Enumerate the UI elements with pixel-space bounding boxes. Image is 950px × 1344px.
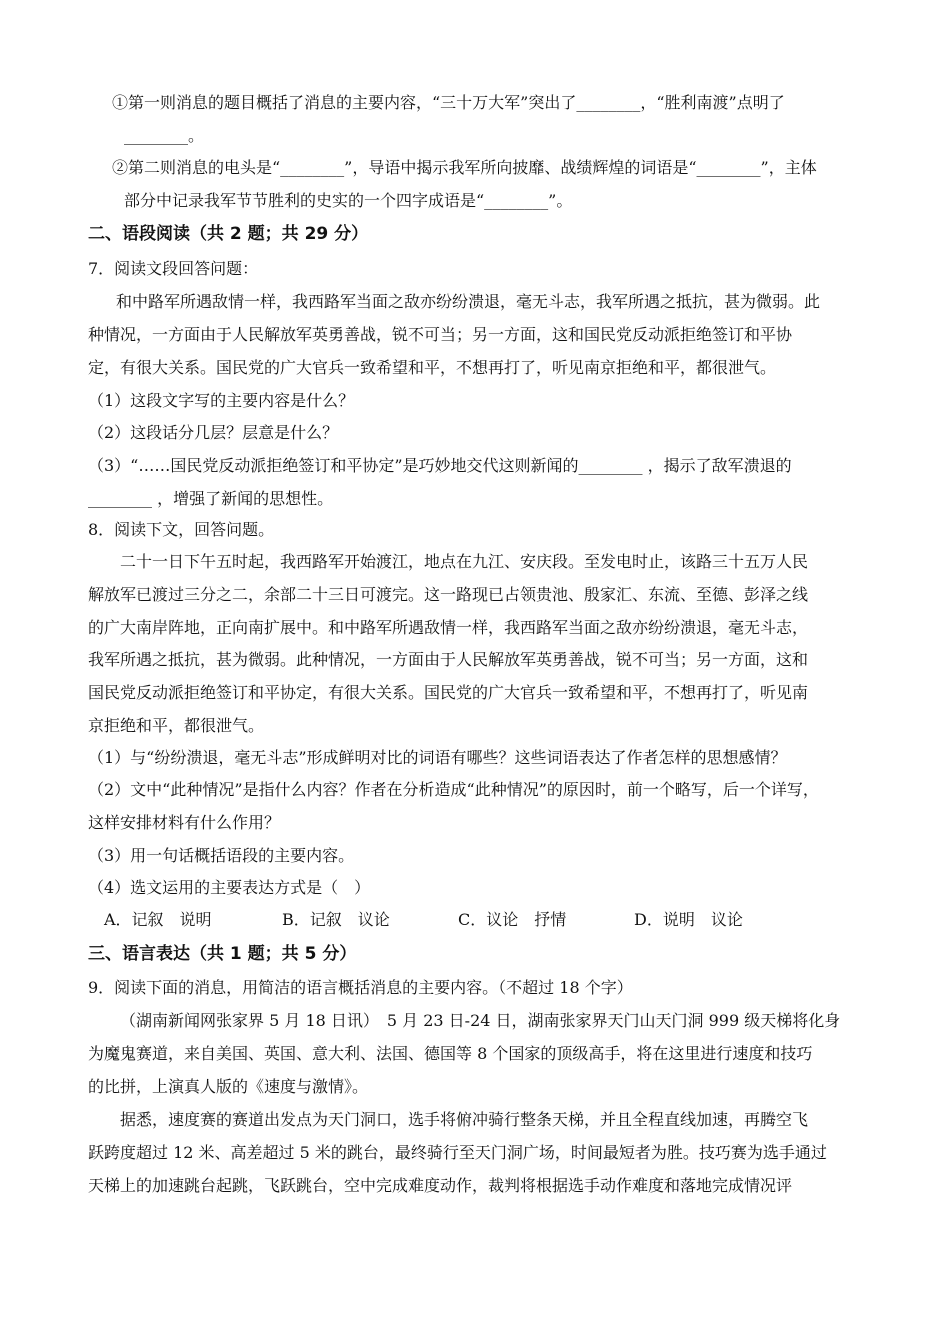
q7-passage-line: 和中路军所遇敌情一样，我西路军当面之敌亦纷纷溃退，毫无斗志，我军所遇之抵抗，甚为微弱。此 <box>116 292 821 311</box>
q8-choice-c: C．议论 抒情 <box>458 910 567 929</box>
q7-sub1: （1）这段文字写的主要内容是什么？ <box>88 391 355 410</box>
q6-sub1-line1: ①第一则消息的题目概括了消息的主要内容，“三十万大军”突出了________，“胜利南渡”点明了 <box>112 93 785 112</box>
q6-sub1-line2: ________。 <box>124 126 205 145</box>
q7-sub2: （2）这段话分几层？层意是什么？ <box>88 423 339 442</box>
section2-heading: 二、语段阅读（共 2 题；共 29 分） <box>88 224 369 244</box>
q7-passage-line: 定，有很大关系。国民党的广大官兵一致希望和平，不想再打了，听见南京拒绝和平，都很泄气。 <box>88 358 777 377</box>
q8-passage-line: 解放军已渡过三分之二，余部二十三日可渡完。这一路现已占领贵池、殷家汇、东流、至德、彭泽之线 <box>88 585 809 604</box>
q8-choice-a: A．记叙 说明 <box>104 910 212 929</box>
q7-stem: 7．阅读文段回答问题： <box>88 259 259 278</box>
q7-passage-line: 种情况，一方面由于人民解放军英勇善战，锐不可当；另一方面，这和国民党反动派拒绝签订和平协 <box>88 325 793 344</box>
q7-sub3-line1: （3）“……国民党反动派拒绝签订和平协定”是巧妙地交代这则新闻的________ ，揭示了敌军溃退的 <box>88 456 792 475</box>
q9-passage-line: 的比拼，上演真人版的《速度与激情》。 <box>88 1077 369 1096</box>
q7-sub3-line2: ________ ，增强了新闻的思想性。 <box>88 489 334 508</box>
q8-sub4: （4）选文运用的主要表达方式是（ ） <box>88 878 371 897</box>
q8-sub3: （3）用一句话概括语段的主要内容。 <box>88 846 355 865</box>
q8-choice-b: B．记叙 议论 <box>282 910 390 929</box>
q6-sub2-line1: ②第二则消息的电头是“________”，导语中揭示我军所向披靡、战绩辉煌的词语是“________”，主体 <box>112 158 817 177</box>
q6-sub2-line2: 部分中记录我军节节胜利的史实的一个四字成语是“________”。 <box>124 191 573 210</box>
q8-passage-line: 京拒绝和平，都很泄气。 <box>88 716 265 735</box>
q9-passage-line: 跃跨度超过 12 米、高差超过 5 米的跳台，最终骑行至天门洞广场，时间最短者为胜。技巧赛为选手通过 <box>88 1143 827 1162</box>
q8-sub2-line1: （2）文中“此种情况”是指什么内容？作者在分析造成“此种情况”的原因时，前一个略写，后一个详写， <box>88 780 819 799</box>
q9-passage-line: 天梯上的加速跳台起跳，飞跃跳台，空中完成难度动作，裁判将根据选手动作难度和落地完成情况评 <box>88 1176 793 1195</box>
q9-passage-line: 据悉，速度赛的赛道出发点为天门洞口，选手将俯冲骑行整条天梯，并且全程直线加速，再腾空飞 <box>120 1110 809 1129</box>
q8-passage-line: 我军所遇之抵抗，甚为微弱。此种情况，一方面由于人民解放军英勇善战，锐不可当；另一方面，这和 <box>88 650 809 669</box>
q9-passage-line: （湖南新闻网张家界 5 月 18 日讯） 5 月 23 日-24 日，湖南张家界天门山天门洞 999 级天梯将化身 <box>120 1011 841 1030</box>
section3-heading: 三、语言表达（共 1 题；共 5 分） <box>88 944 357 964</box>
q9-passage-line: 为魔鬼赛道，来自美国、英国、意大利、法国、德国等 8 个国家的顶级高手，将在这里进行速度和技巧 <box>88 1044 813 1063</box>
q9-stem: 9．阅读下面的消息，用简洁的语言概括消息的主要内容。（不超过 18 个字） <box>88 978 633 997</box>
q8-stem: 8．阅读下文，回答问题。 <box>88 520 275 539</box>
q8-passage-line: 国民党反动派拒绝签订和平协定，有很大关系。国民党的广大官兵一致希望和平，不想再打了，听见南 <box>88 683 809 702</box>
q8-choice-d: D．说明 议论 <box>634 910 743 929</box>
q8-sub1: （1）与“纷纷溃退，毫无斗志”形成鲜明对比的词语有哪些？这些词语表达了作者怎样的思想感情？ <box>88 748 787 767</box>
q8-passage-line: 二十一日下午五时起，我西路军开始渡江，地点在九江、安庆段。至发电时止，该路三十五万人民 <box>120 552 809 571</box>
q8-sub2-line2: 这样安排材料有什么作用？ <box>88 813 281 832</box>
q8-passage-line: 的广大南岸阵地，正向南扩展中。和中路军所遇敌情一样，我西路军当面之敌亦纷纷溃退，毫无斗志， <box>88 618 809 637</box>
